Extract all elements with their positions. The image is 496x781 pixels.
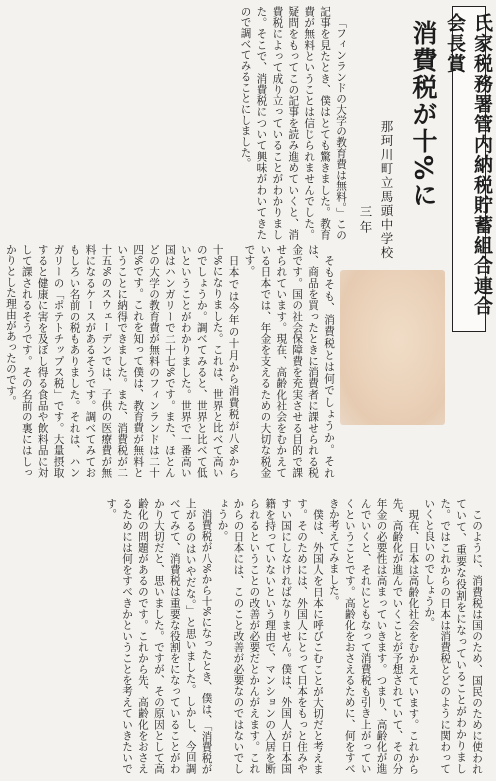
essay-paragraph: 消費税が八%から十%になったとき、僕は、「消費税が上がるのはいやだな。」と思いました。しかし、今回調べてみて、消費税は重要な役割をになっていることがわかり大切だと、思いました。ですが、その原因として高齢化の問題があるのです。これから先、高齢化をおさえるためには何をすべきかということを考えていきたいです。 (105, 498, 213, 774)
essay-title: 消費税が十%に (409, 20, 438, 210)
essay-paragraph: 「フィンランドの大学の教育費は無料。」この記事を見たとき、僕はとても驚きました。教育費が無料ということは信じられませんでした。疑問をもってこの記事を読み進めていくと、消費税によって成り立っていることがわかりました。そこで、消費税について興味がわいてきたので調べてみることにしました。 (239, 6, 347, 240)
essay-column-3 (96, 498, 484, 774)
author-photo-placeholder (340, 270, 445, 425)
award-title: 氏家税務署管内納税貯蓄組合連合会長賞 (444, 13, 493, 316)
award-banner (444, 6, 493, 332)
student-grade: 三年 (358, 205, 373, 236)
essay-paragraph: このように、消費税は国のため、国民のために使われていて、重要な役割をになっていることがわかりました。ではこれからの日本は消費税とどのように関わっていくと良いのでしょうか。 (423, 498, 483, 774)
essay-paragraph: 日本では今年の十月から消費税が八%から十%になりました。これは、世界と比べて高いのでしょうか。調べてみると、世界と比べて低いということがわかりました。世界で一番高い国はハンガリーで二十七%です。また、ほとんどの大学の教育費が無料のフィンランドは二十四%です。これを知って僕は、教育費が無料ということに納得できました。また、消費税が二十五%のスウェーデンでは、子供の医療費が無料になるケースがあるそうです。調べてみておもしろい名前の税もありました。それは、ハンガリーの「ポテトチップス税」です。大量摂取すると健康に害を及ぼし得る食品や飲料品に対して課されるそうです。その名前の裏にはしっかりとした理由があったのです。 (4, 244, 240, 478)
essay-paragraph: そもそも、消費税とは何でしょうか。それは、商品を買ったときに消費者に課せられる税金です。国の社会保障費を充実させる目的で課せられています。現在、高齢化社会をむかえている日本では、年金を支えるための大切な税金です。 (243, 244, 335, 478)
essay-paragraph: 僕は、外国人を日本に呼びこむことが大切だと考えます。そのためには、外国人にとって日本をもっと住みやすい国にしなければなりません。僕は、外国人が日本国籍を持っていないという理由で、マンションの入居を断られるということの改善が必要だとかんがえます。これからの日本には、このこと改善が必要なのではないでしょうか。 (216, 498, 324, 774)
essay-column-1 (224, 6, 348, 240)
school-name: 那珂川町立馬頭中学校 (379, 120, 394, 260)
essay-paragraph: 現在、日本は高齢化社会をむかえています。これから先、高齢化が進んでいくことが予想されていて、その分年金の必要性は高まっていきます。つまり、高齢化が進んでいくと、それにともなって消費税も引き上がっていくということです。高齢化をおさえるために、何をすべきか考えてみました。 (327, 498, 420, 774)
essay-column-2 (4, 244, 336, 478)
